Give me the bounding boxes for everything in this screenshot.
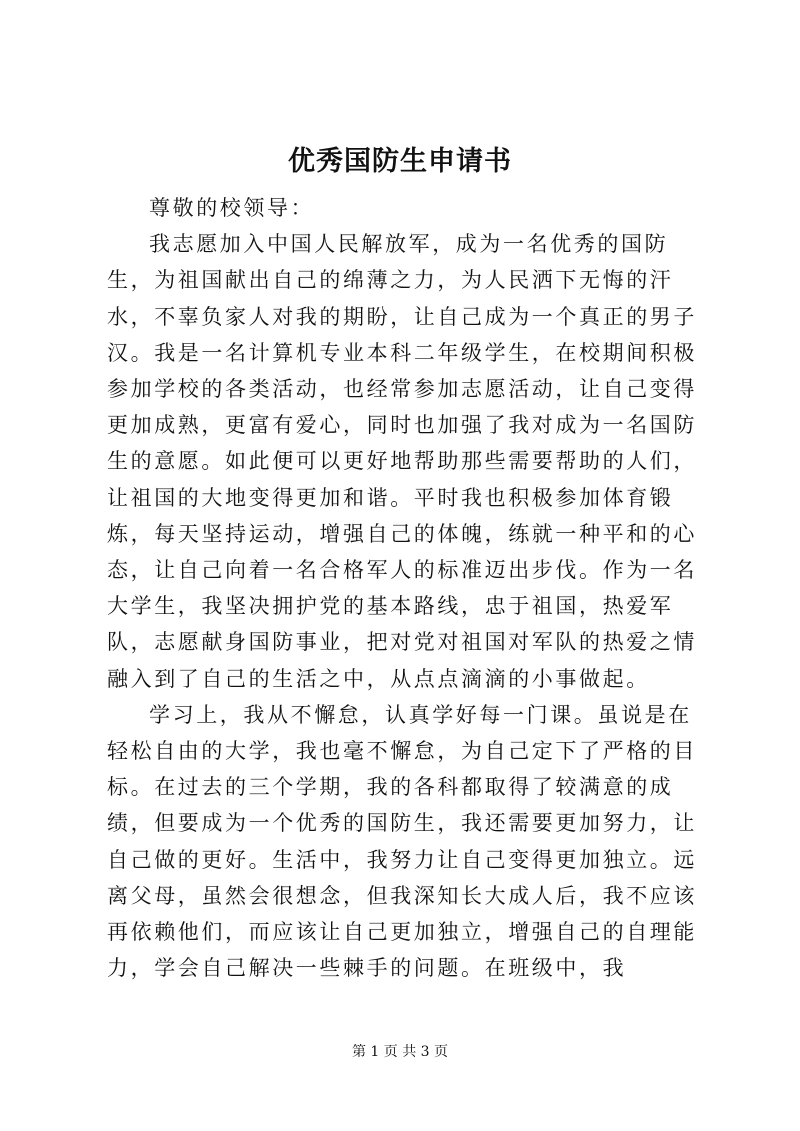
page-title: 优秀国防生申请书 [288,146,512,177]
document-body [107,190,707,986]
page-footer: 第 1 页 共 3 页 [351,1044,449,1060]
salutation: 尊敬的校领导： [149,196,315,220]
paragraph-1: 我志愿加入中国人民解放军，成为一名优秀的国防生，为祖国献出自己的绵薄之力，为人民洒下无悔的汗水，不辜负家人对我的期盼，让自己成为一个真正的男子汉。我是一名计算机专业本科二年级学生，在校期间积极参加学校的各类活动，也经常参加志愿活动，让自己变得更加成熟，更富有爱心，同时也加强了我对成为一名国防生的意愿。如此便可以更好地帮助那些需要帮助的人们，让祖国的大地变得更加和谐。平时我也积极参加体育锻炼，每天坚持运动，增强自己的体魄，练就一种平和的心态，让自己向着一名合格军人的标准迈出步伐。作为一名大学生，我坚决拥护党的基本路线，忠于祖国，热爱军队，志愿献身国防事业，把对党对祖国对军队的热爱之情融入到了自己的生活之中，从点点滴滴的小事做起。 [107,232,697,691]
paragraph-2: 学习上，我从不懈怠，认真学好每一门课。虽说是在轻松自由的大学，我也毫不懈怠，为自己定下了严格的目标。在过去的三个学期，我的各科都取得了较满意的成绩，但要成为一个优秀的国防生，我还需要更加努力，让自己做的更好。生活中，我努力让自己变得更加独立。远离父母，虽然会很想念，但我深知长大成人后，我不应该再依赖他们，而应该让自己更加独立，增强自己的自理能力，学会自己解决一些棘手的问题。在班级中，我 [107,702,697,981]
